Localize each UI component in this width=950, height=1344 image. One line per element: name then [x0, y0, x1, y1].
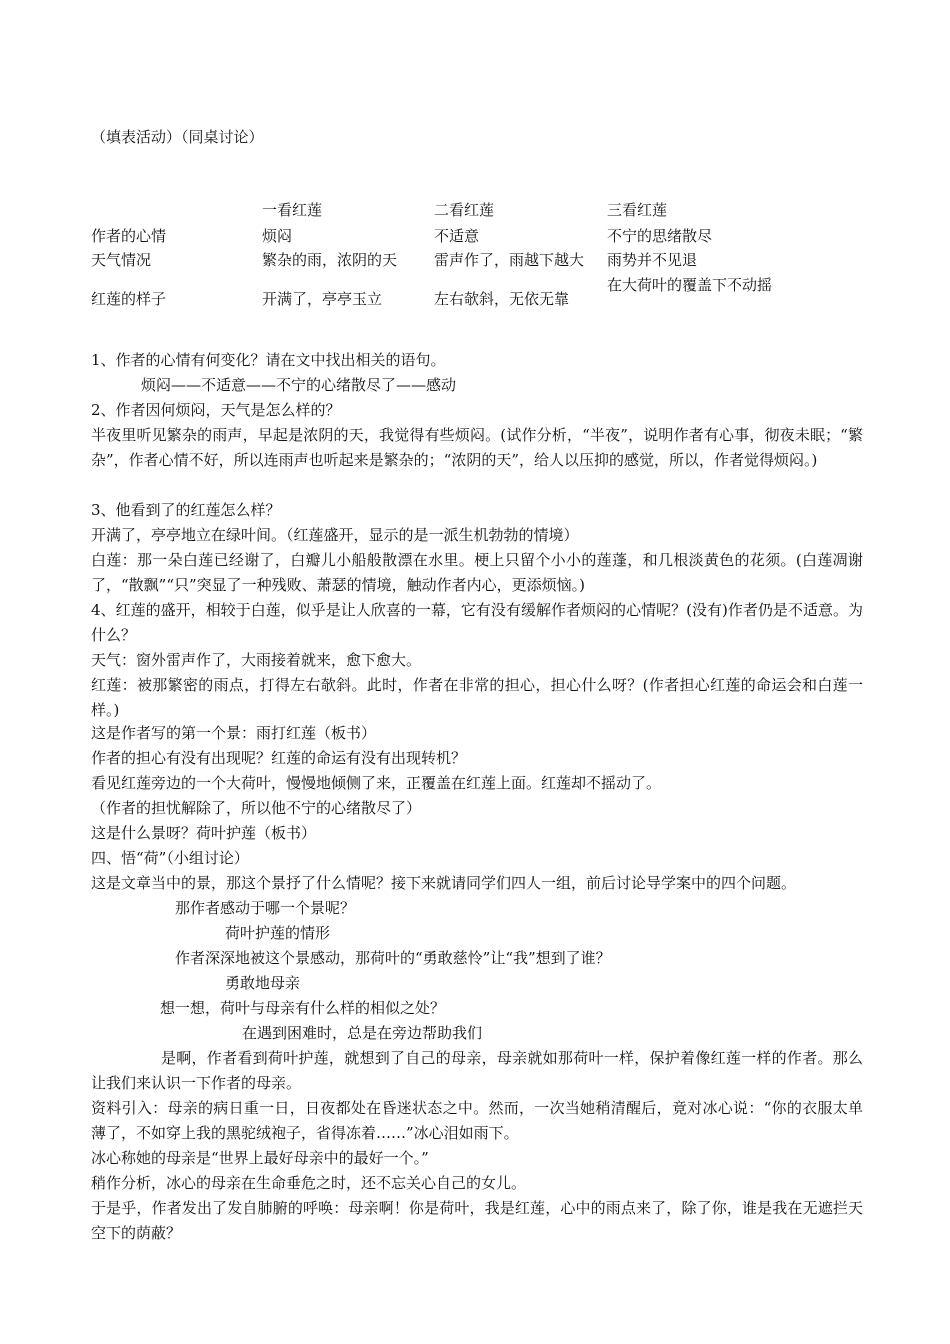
activity-header: （填表活动）（同桌讨论） — [91, 128, 264, 146]
question-3: 3、他看到了的红莲怎么样？ — [91, 501, 281, 519]
question-2: 2、作者因何烦闷，天气是怎么样的？ — [91, 401, 341, 419]
paragraph: 半夜里听见繁杂的雨声，早起是浓阴的天，我觉得有些烦闷。(试作分析，“半夜”，说明作者有心事，彻夜未眠；“繁杂”，作者心情不好，所以连雨声也听起来是繁杂的；“浓阴的天”，给人以压抑的感觉，所以，作者觉得烦闷。) — [91, 426, 863, 469]
indented-question: 那作者感动于哪一个景呢？ — [175, 899, 356, 917]
table-column-header: 三看红莲 — [607, 201, 668, 219]
paragraph: 白莲：那一朵白莲已经谢了，白瓣儿小船般散漂在水里。梗上只留个小小的莲蓬，和几根淡黄色的花须。(白莲凋谢了，“散飘”“只”突显了一种残败、萧瑟的情境，触动作者内心，更添烦恼。) — [91, 551, 863, 594]
paragraph: 稍作分析，冰心的母亲在生命垂危之时，还不忘关心自己的女儿。 — [91, 1174, 527, 1192]
table-row-label: 天气情况 — [91, 251, 152, 269]
table-cell: 在大荷叶的覆盖下不动摇 — [607, 276, 773, 294]
table-row-label: 红莲的样子 — [91, 290, 167, 308]
paragraph: 资料引入：母亲的病日重一日，日夜都处在昏迷状态之中。然而，一次当她稍清醒后，竟对冰心说：“你的衣服太单薄了，不如穿上我的黑驼绒袍子，省得冻着……”冰心泪如雨下。 — [91, 1099, 863, 1142]
table-cell: 左右欹斜，无依无靠 — [434, 290, 570, 308]
indented-answer: 勇敢地母亲 — [225, 974, 301, 992]
question-4: 4、红莲的盛开，相较于白莲，似乎是让人欣喜的一幕，它有没有缓解作者烦闷的心情呢？(没有)作者仍是不适意。为什么？ — [91, 601, 863, 644]
paragraph: 冰心称她的母亲是“世界上最好母亲中的最好一个。” — [91, 1149, 429, 1167]
paragraph: 是啊，作者看到荷叶护莲，就想到了自己的母亲，母亲就如那荷叶一样，保护着像红莲一样的作者。那么让我们来认识一下作者的母亲。 — [91, 1049, 863, 1092]
question-1: 1、作者的心情有何变化？请在文中找出相关的语句。 — [91, 351, 446, 369]
indented-question: 想一想，荷叶与母亲有什么样的相似之处？ — [160, 999, 446, 1017]
table-row-label: 作者的心情 — [91, 227, 167, 245]
paragraph: 红莲：被那繁密的雨点，打得左右欹斜。此时，作者在非常的担心，担心什么呀？(作者担心红莲的命运会和白莲一样。) — [91, 676, 863, 719]
table-column-header: 二看红莲 — [434, 201, 495, 219]
paragraph: 这是什么景呀？荷叶护莲（板书） — [91, 824, 317, 842]
table-cell: 烦闷 — [262, 227, 293, 245]
table-cell: 开满了，亭亭玉立 — [262, 290, 383, 308]
section-heading: 四、悟“荷”（小组讨论） — [91, 849, 249, 867]
indented-question: 作者深深地被这个景感动，那荷叶的“勇敢慈怜”让“我”想到了谁？ — [175, 949, 611, 967]
table-cell: 繁杂的雨，浓阴的天 — [262, 251, 398, 269]
paragraph: 这是作者写的第一个景：雨打红莲（板书） — [91, 724, 377, 742]
table-cell: 雷声作了，雨越下越大 — [434, 251, 585, 269]
paragraph: （作者的担忧解除了，所以他不宁的心绪散尽了） — [91, 799, 422, 817]
table-cell: 不适意 — [434, 227, 480, 245]
paragraph: 作者的担心有没有出现呢？红莲的命运有没有出现转机？ — [91, 749, 467, 767]
paragraph: 天气：窗外雷声作了，大雨接着就来，愈下愈大。 — [91, 651, 422, 669]
indented-answer: 荷叶护莲的情形 — [225, 924, 331, 942]
paragraph: 开满了，亭亭地立在绿叶间。（红莲盛开，显示的是一派生机勃勃的情境） — [91, 526, 579, 544]
table-cell: 雨势并不见退 — [607, 251, 698, 269]
table-column-header: 一看红莲 — [262, 201, 323, 219]
indented-answer: 在遇到困难时，总是在旁边帮助我们 — [242, 1024, 483, 1042]
paragraph: 于是乎，作者发出了发自肺腑的呼唤：母亲啊！你是荷叶，我是红莲，心中的雨点来了，除了你，谁是我在无遮拦天空下的荫蔽？ — [91, 1199, 863, 1242]
table-cell: 不宁的思绪散尽 — [607, 227, 713, 245]
paragraph: 这是文章当中的景，那这个景抒了什么情呢？接下来就请同学们四人一组，前后讨论导学案中的四个问题。 — [91, 874, 797, 892]
answer-line: 烦闷——不适意——不宁的心绪散尽了——感动 — [141, 376, 457, 394]
paragraph: 看见红莲旁边的一个大荷叶，慢慢地倾侧了来，正覆盖在红莲上面。红莲却不摇动了。 — [91, 774, 662, 792]
